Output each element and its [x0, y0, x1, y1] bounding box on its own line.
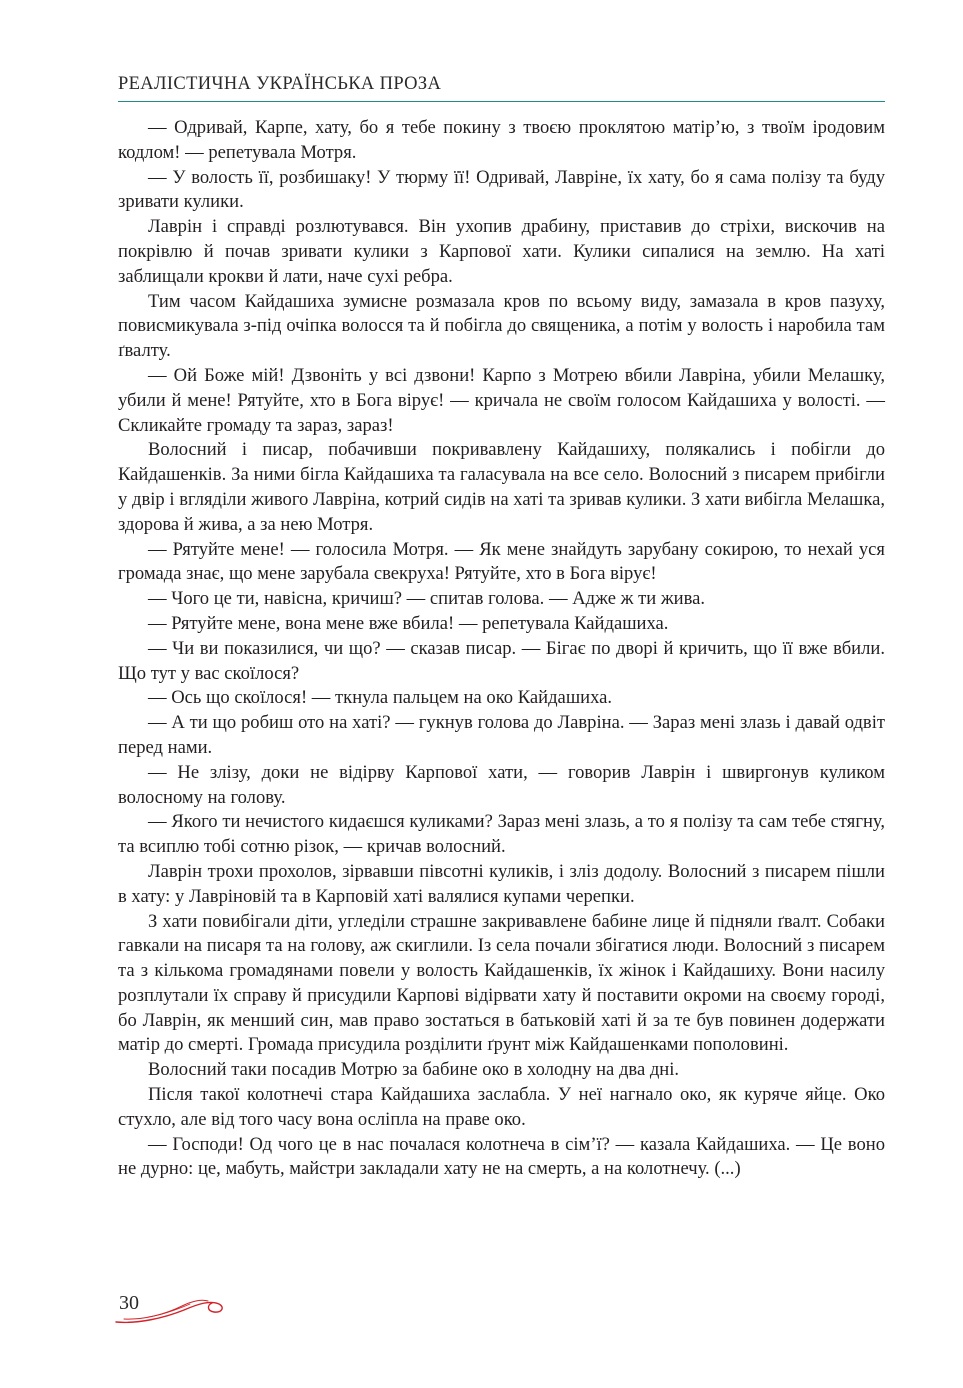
paragraph: — Ось що скоїлося! — ткнула пальцем на око Кайдашиха.: [148, 687, 613, 709]
paragraph: — Господи! Од чого це в нас почалася колотнеча в сім’ї? — казала Кайдашиха. — Це воно не дурно: це, мабуть, майстри закладали хату не на смерть, а на колотнечу. (...): [118, 1133, 885, 1180]
page-number: 30: [119, 1292, 139, 1314]
header-divider: [118, 101, 885, 102]
running-header: РЕАЛІСТИЧНА УКРАЇНСЬКА ПРОЗА: [118, 74, 442, 94]
story-text: [118, 116, 885, 1182]
paragraph: З хати повибігали діти, угледіли страшне закривавлене бабине лице й підняли ґвалт. Собаки гавкали на писаря та на голову, аж скиглили. Із села почали збігатися люди. Волосний з писарем та з кількома громадянами повели у волость Кайдашенків, їх жінок і Кайдашиху. Вони насилу розплутали їх справу й присудили Карпові відірвати хату й поставити окроми на своєму городі, бо Лаврін, як менший син, мав право зостаться в батьковій хаті й за те був повинен додержати матір до смерті. Громада присудила розділити ґрунт між Кайдашенками пополовині.: [118, 910, 885, 1056]
paragraph: Після такої колотнечі стара Кайдашиха заслабла. У неї нагнало око, як куряче яйце. Око стухло, але від того часу вона осліпла на праве око.: [118, 1084, 885, 1130]
paragraph: — У волость її, розбишаку! У тюрму її! Одривай, Лавріне, їх хату, бо я сама полізу та буду зривати кулики.: [118, 166, 885, 213]
paragraph: — Одривай, Карпе, хату, бо я тебе покину з твоєю проклятою матір’ю, з твоїм іродовим кодлом! — репетувала Мотря.: [118, 117, 885, 163]
paragraph: — Чого це ти, навісна, кричиш? — спитав голова. — Адже ж ти жива.: [148, 588, 706, 610]
paragraph: — А ти що робиш ото на хаті? — гукнув голова до Лавріна. — Зараз мені злазь і давай одвіт перед нами.: [118, 712, 885, 758]
paragraph: — Чи ви показилися, чи що? — сказав писар. — Бігає по дворі й кричить, що її вже вбили. Що тут у вас скоїлося?: [118, 637, 885, 684]
flourish-ornament-icon: [112, 1292, 227, 1326]
paragraph: Лаврін і справді розлютувався. Він ухопив драбину, приставив до стріхи, вискочив на покрівлю й почав зривати кулики з Карпової хати. Кулики сипалися на землю. На хаті заблищали крокви й лати, наче сухі ребра.: [118, 216, 885, 287]
paragraph: Лаврін трохи прохолов, зірвавши півсотні куликів, і зліз додолу. Волосний з писарем пішли в хату: у Лавріновій та в Карповій хаті валялися купами черепки.: [118, 860, 885, 907]
paragraph: — Не злізу, доки не відірву Карпової хати, — говорив Лаврін і швиргонув куликом волосному на голову.: [118, 761, 885, 808]
paragraph: Волосний і писар, побачивши покривавлену Кайдашиху, полякались і побігли до Кайдашенків. За ними бігла Кайдашиха та галасувала на все село. Волосний з писарем прибігли у двір і вгляділи живого Лавріна, котрий сидів на хаті та зривав кулики. З хати вибігла Мелашка, здорова й жива, а за нею Мотря.: [118, 439, 885, 535]
paragraph: — Якого ти нечистого кидаєшся куликами? Зараз мені злазь, а то я полізу та сам тебе стягну, та всиплю тобі сотню різок, — кричав волосний.: [118, 811, 885, 858]
paragraph: Волосний таки посадив Мотрю за бабине око в холодну на два дні.: [148, 1059, 680, 1081]
paragraph: — Рятуйте мене! — голосила Мотря. — Як мене знайдуть зарубану сокирою, то нехай уся громада знає, що мене зарубала свекруха! Рятуйте, хто в Бога вірує!: [118, 538, 885, 585]
paragraph: — Рятуйте мене, вона мене вже вбила! — репетувала Кайдашиха.: [148, 612, 669, 634]
paragraph: — Ой Боже мій! Дзвоніть у всі дзвони! Карпо з Мотрею вбили Лавріна, убили Мелашку, убили й мене! Рятуйте, хто в Бога вірує! — кричала не своїм голосом Кайдашиха у волості. — Скликайте громаду та зараз, зараз!: [118, 364, 885, 436]
paragraph: Тим часом Кайдашиха зумисне розмазала кров по всьому виду, замазала в кров пазуху, повисмикувала з-під очіпка волосся та й побігла до священика, а потім у волость і наробила там ґвалту.: [118, 290, 885, 362]
